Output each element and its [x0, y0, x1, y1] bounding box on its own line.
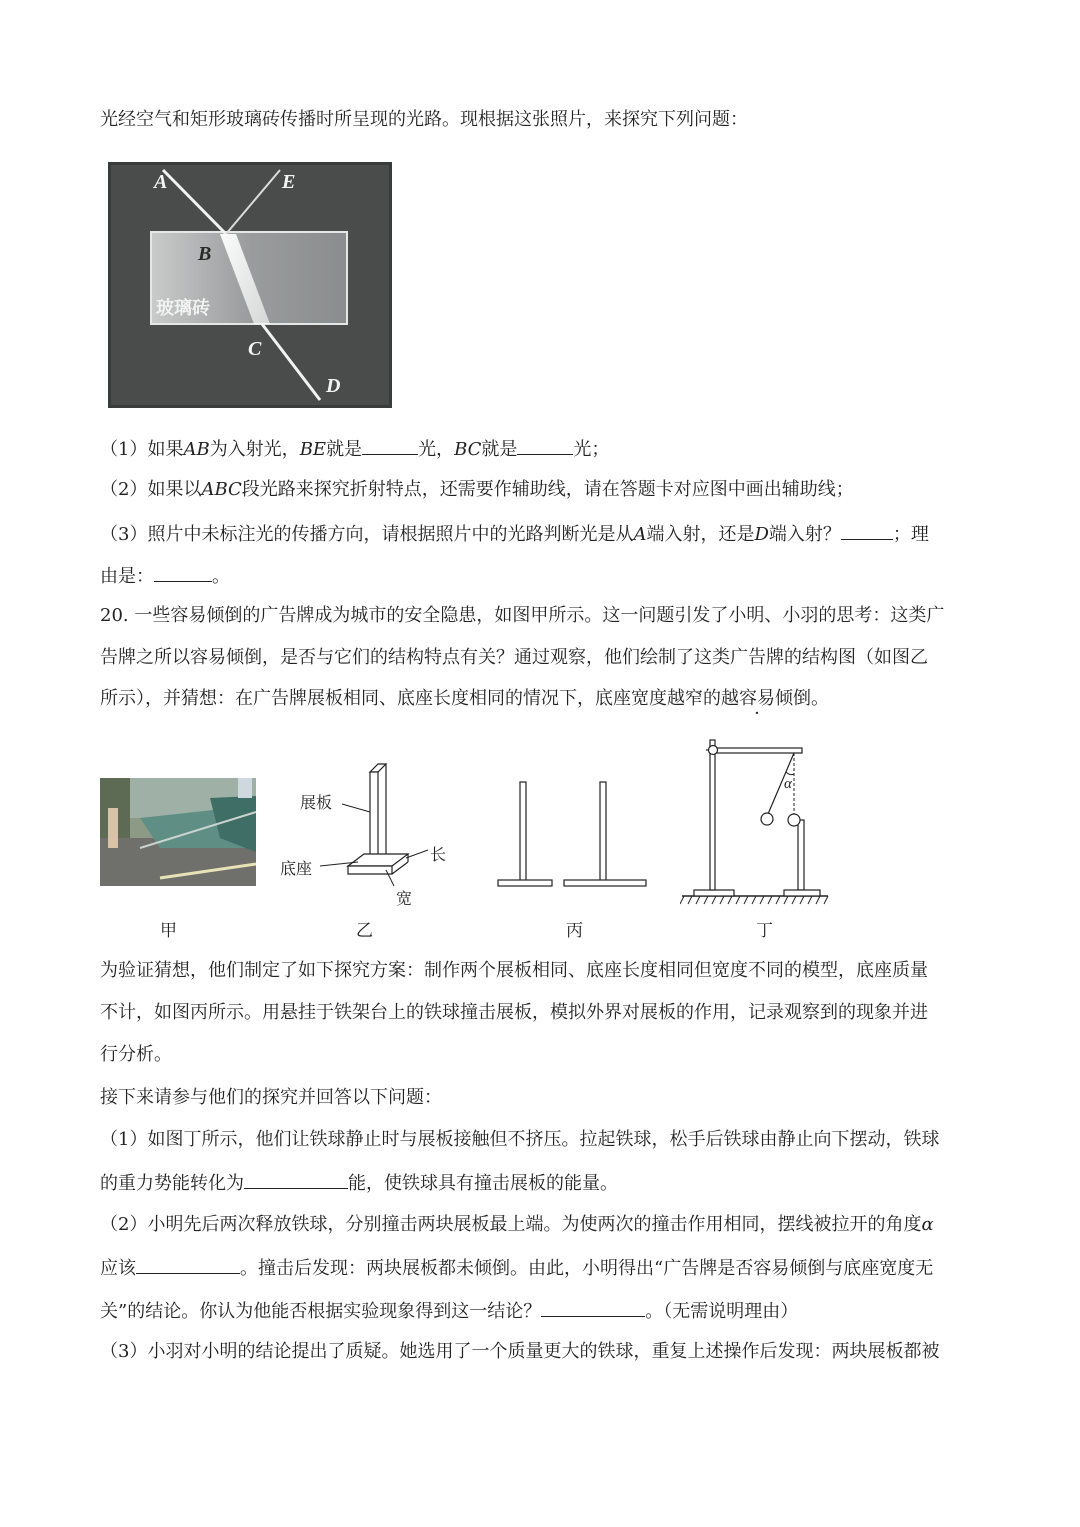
q20-line5: 不计，如图丙所示。用悬挂于铁架台上的铁球撞击展板，模拟外界对展板的作用，记录观察到的现象并进	[100, 1002, 928, 1023]
q19-part2: （2）如果以ABC段光路来探究折射特点，还需要作辅助线，请在答题卡对应图中画出辅助线；	[100, 479, 854, 500]
model-base	[784, 890, 820, 896]
label-c: C	[248, 338, 262, 360]
q20-line10: （2）小明先后两次释放铁球，分别撞击两块展板最上端。为使两次的撞击作用相同，摆线被拉开的角度α	[100, 1214, 934, 1235]
two-models-diagram	[494, 778, 654, 890]
q20-line8: （1）如图丁所示，他们让铁球静止时与展板接触但不挤压。拉起铁球，松手后铁球由静止向下摆动，铁球	[100, 1129, 940, 1150]
label-e: E	[282, 171, 296, 193]
answer-blank[interactable]	[541, 1298, 645, 1317]
label-chang: 长	[430, 845, 447, 864]
label-zhanban: 展板	[300, 793, 333, 812]
billboard-structure-diagram	[278, 762, 458, 912]
caption-yi: 乙	[356, 921, 373, 941]
light-path-diagram	[108, 162, 392, 408]
answer-blank[interactable]	[362, 436, 418, 455]
answer-blank[interactable]	[244, 1170, 348, 1189]
q19-part3: （3）照片中未标注光的传播方向，请根据照片中的光路判断光是从A端入射，还是D端入射？ ；理	[100, 521, 929, 547]
base-narrow	[498, 880, 552, 886]
q19-part1: （1）如果AB为入射光，BE就是 光，BC就是 光；	[100, 436, 609, 462]
label-glass: 玻璃砖	[156, 298, 210, 319]
label-b: B	[198, 243, 212, 265]
panel-narrow	[520, 782, 526, 882]
label-d: D	[326, 375, 341, 397]
q20-line11: 应该 。撞击后发现：两块展板都未倾倒。由此，小明得出“广告牌是否容易倾倒与底座宽度无	[100, 1255, 933, 1281]
answer-blank[interactable]	[841, 521, 893, 540]
figure-bing-models	[494, 778, 654, 890]
rest-ball	[788, 814, 800, 826]
q20-line1: 20. 一些容易倾倒的广告牌成为城市的安全隐患，如图甲所示。这一问题引发了小明、小羽的思考：这类广	[100, 605, 945, 626]
label-kuan: 宽	[396, 889, 413, 908]
caption-jia: 甲	[160, 921, 177, 941]
q20-line2: 告牌之所以容易倾倒，是否与它们的结构特点有关？通过观察，他们绘制了这类广告牌的结构图（如图乙	[100, 647, 928, 668]
panel-wide	[600, 782, 606, 882]
answer-blank[interactable]	[136, 1255, 240, 1274]
q20-line12: 关”的结论。你认为他能否根据实验现象得到这一结论？ 。（无需说明理由）	[100, 1298, 798, 1324]
intro-text: 光经空气和矩形玻璃砖传播时所呈现的光路。现根据这张照片，来探究下列问题：	[100, 109, 748, 130]
caption-bing: 丙	[566, 921, 583, 941]
base-wide	[564, 880, 646, 886]
emphasis-dots: 容易	[739, 688, 775, 709]
label-dizuo: 底座	[280, 859, 313, 878]
stand-base	[694, 890, 734, 896]
caption-ding: 丁	[756, 921, 773, 941]
fallen-billboard-photo	[100, 778, 256, 886]
q20-line3: 所示），并猜想：在广告牌展板相同、底座长度相同的情况下，底座宽度越窄的越容易倾倒。	[100, 688, 829, 709]
q20-line7: 接下来请参与他们的探究并回答以下问题：	[100, 1087, 442, 1108]
q20-line4: 为验证猜想，他们制定了如下探究方案：制作两个展板相同、底座长度相同但宽度不同的模型，底座质量	[100, 960, 928, 981]
figure-ding-pendulum	[680, 736, 830, 908]
label-a: A	[154, 171, 168, 193]
q20-line9: 的重力势能转化为 能，使铁球具有撞击展板的能量。	[100, 1170, 618, 1196]
figure-jia-photo	[100, 778, 256, 886]
glass-brick-photo	[108, 162, 392, 408]
model-panel	[798, 820, 804, 890]
answer-blank[interactable]	[154, 563, 212, 582]
q20-line13: （3）小羽对小明的结论提出了质疑。她选用了一个质量更大的铁球，重复上述操作后发现：两块展板都被	[100, 1341, 940, 1362]
iron-ball	[761, 813, 773, 825]
stand-arm	[712, 748, 802, 753]
stand-rod	[710, 740, 715, 890]
answer-blank[interactable]	[517, 436, 573, 455]
pendulum-diagram	[680, 736, 830, 908]
q19-part3-cont: 由是： 。	[100, 563, 230, 589]
figure-yi-structure	[278, 762, 458, 912]
label-alpha: α	[784, 776, 792, 792]
q20-line6: 行分析。	[100, 1044, 172, 1065]
